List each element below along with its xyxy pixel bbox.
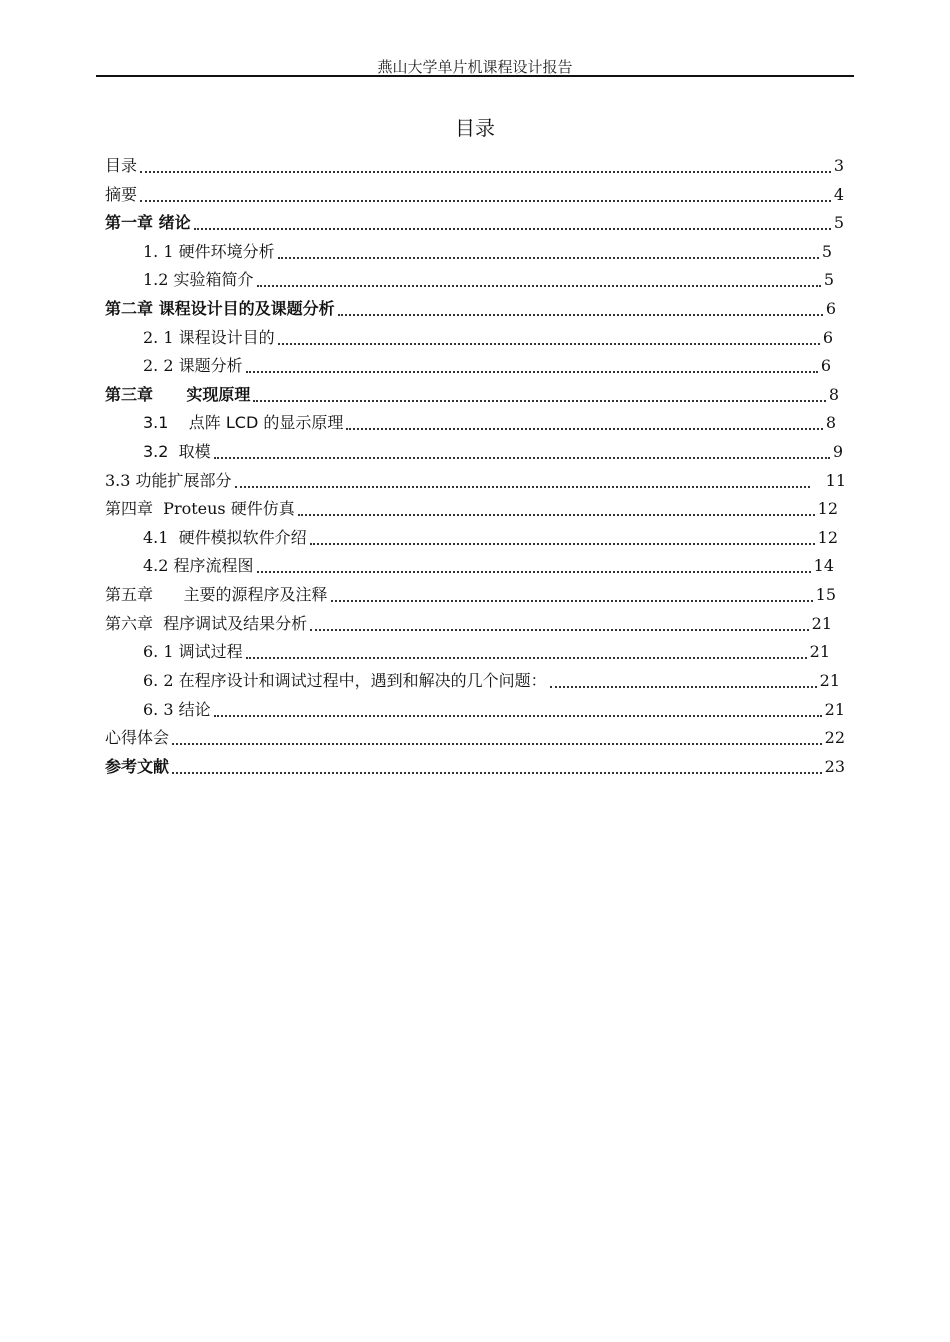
toc-entry-page: 21 — [824, 700, 845, 719]
toc-entry-page: 9 — [832, 442, 843, 461]
toc-entry-page: 8 — [828, 385, 839, 404]
leader-dots — [257, 571, 811, 573]
toc-entry-label: 第二章 课程设计目的及课题分析 — [105, 299, 335, 318]
toc-entry-page: 23 — [824, 757, 845, 776]
toc-entry-label: 心得体会 — [105, 728, 170, 747]
toc-entry[interactable] — [143, 639, 830, 665]
toc-entry-page: 3 — [833, 156, 844, 175]
toc-entry-label: 参考文献 — [105, 757, 170, 776]
toc-entry-label: 6. 3 结论 — [143, 700, 211, 719]
toc-entry-page: 6 — [822, 328, 833, 347]
toc-entry-page: 11 — [825, 471, 846, 490]
toc-entry[interactable] — [143, 439, 843, 465]
toc-entry[interactable] — [105, 496, 838, 522]
toc-entry-label: 4.1 硬件模拟软件介绍 — [143, 528, 307, 547]
toc-entry-page: 15 — [815, 585, 836, 604]
leader-dots — [253, 400, 825, 402]
toc-entry-page: 12 — [817, 499, 838, 518]
leader-dots — [257, 285, 821, 287]
toc-entry-label: 第三章 实现原理 — [105, 385, 251, 404]
toc-entry-label: 2. 1 课程设计目的 — [143, 328, 275, 347]
toc-entry[interactable] — [143, 239, 832, 265]
toc-entry-page: 12 — [817, 528, 838, 547]
toc-entry-page: 6 — [820, 356, 831, 375]
leader-dots — [550, 686, 817, 688]
header-rule — [96, 75, 854, 77]
leader-dots — [172, 743, 822, 745]
toc-entry-page: 22 — [824, 728, 845, 747]
toc-entry-label: 第四章 Proteus 硬件仿真 — [105, 499, 295, 518]
toc-entry[interactable] — [105, 182, 844, 208]
toc-entry-page: 4 — [833, 185, 844, 204]
toc-entry[interactable] — [105, 153, 844, 179]
toc-entry-page: 6 — [825, 299, 836, 318]
leader-dots — [310, 543, 815, 545]
leader-dots — [235, 486, 810, 488]
leader-dots — [140, 171, 831, 173]
leader-dots — [246, 657, 807, 659]
toc-entry[interactable] — [143, 525, 838, 551]
toc-title: 目录 — [455, 116, 495, 140]
toc-entry-page: 21 — [811, 614, 832, 633]
toc-entry-label: 第六章 程序调试及结果分析 — [105, 614, 308, 633]
leader-dots — [214, 715, 822, 717]
leader-dots — [298, 514, 815, 516]
toc-entry[interactable] — [143, 325, 833, 351]
toc-entry-page: 21 — [819, 671, 840, 690]
toc-entry[interactable] — [143, 410, 836, 436]
leader-dots — [346, 428, 822, 430]
toc-entry-page: 14 — [813, 556, 834, 575]
toc-entry-label: 1.2 实验箱简介 — [143, 270, 254, 289]
leader-dots — [278, 257, 819, 259]
leader-dots — [172, 772, 822, 774]
toc-entry-label: 2. 2 课题分析 — [143, 356, 243, 375]
toc-entry[interactable] — [143, 353, 831, 379]
toc-entry[interactable] — [105, 611, 832, 637]
toc-entry[interactable] — [105, 382, 839, 408]
toc-entry[interactable] — [105, 296, 836, 322]
toc-entry[interactable] — [105, 725, 845, 751]
page-header: 燕山大学单片机课程设计报告 — [377, 58, 573, 76]
toc-entry-page: 5 — [833, 213, 844, 232]
toc-entry[interactable] — [143, 267, 834, 293]
toc-entry-label: 第五章 主要的源程序及注释 — [105, 585, 328, 604]
toc-entry[interactable] — [143, 697, 845, 723]
toc-entry-label: 目录 — [105, 156, 138, 175]
leader-dots — [278, 343, 820, 345]
toc-entry[interactable] — [105, 754, 845, 780]
toc-entry-page: 5 — [821, 242, 832, 261]
toc-entry-page: 5 — [823, 270, 834, 289]
toc-entry-label: 6. 1 调试过程 — [143, 642, 243, 661]
toc-entry[interactable] — [105, 468, 846, 494]
toc-entry-label: 6. 2 在程序设计和调试过程中，遇到和解决的几个问题： — [143, 671, 547, 690]
toc-entry-label: 3.3 功能扩展部分 — [105, 471, 232, 490]
toc-entry[interactable] — [143, 668, 840, 694]
toc-entry-page: 21 — [809, 642, 830, 661]
leader-dots — [338, 314, 823, 316]
leader-dots — [331, 600, 813, 602]
toc-entry-label: 3.2 取模 — [143, 442, 211, 461]
toc-entry-label: 摘要 — [105, 185, 138, 204]
toc-entry[interactable] — [105, 582, 836, 608]
leader-dots — [140, 200, 831, 202]
toc-entry-label: 第一章 绪论 — [105, 213, 191, 232]
toc-entry-page: 8 — [825, 413, 836, 432]
toc-entry-label: 1. 1 硬件环境分析 — [143, 242, 275, 261]
toc-entry-label: 4.2 程序流程图 — [143, 556, 254, 575]
leader-dots — [194, 228, 831, 230]
leader-dots — [246, 371, 818, 373]
leader-dots — [310, 629, 808, 631]
toc-entry[interactable] — [105, 210, 844, 236]
leader-dots — [214, 457, 830, 459]
toc-entry[interactable] — [143, 553, 834, 579]
toc-entry-label: 3.1 点阵 LCD 的显示原理 — [143, 413, 344, 432]
